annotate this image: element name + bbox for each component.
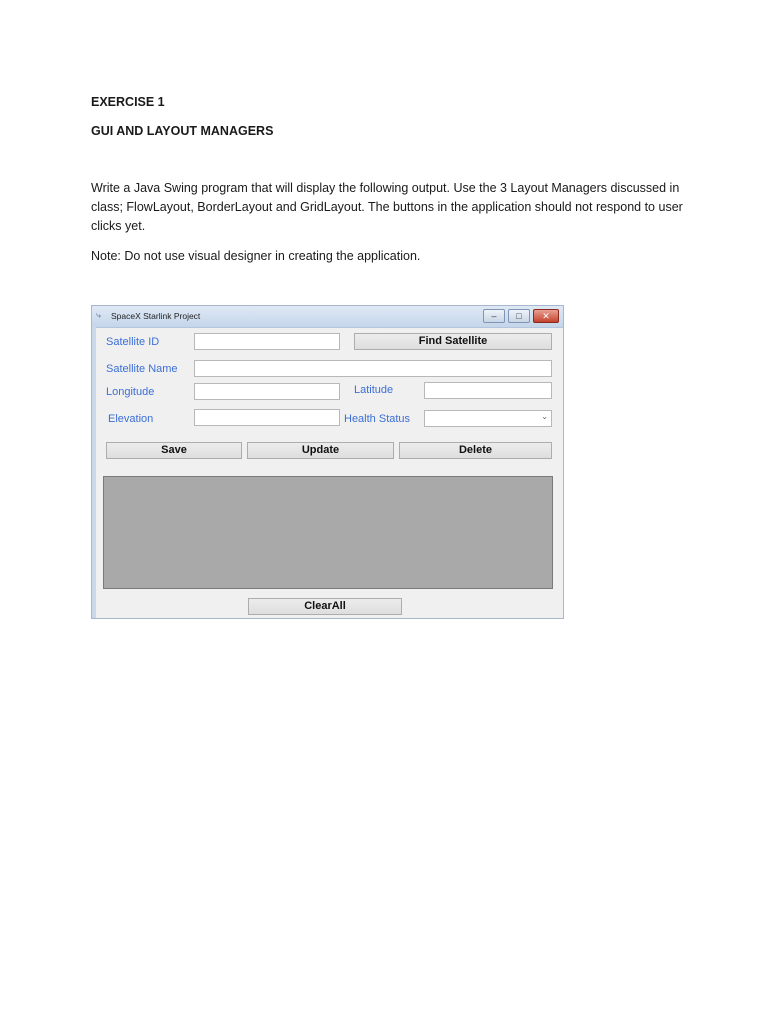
window-left-edge [92, 327, 96, 618]
java-icon: ⤷ [96, 310, 102, 320]
app-window-screenshot [91, 305, 564, 619]
elevation-label: Elevation [108, 413, 154, 425]
latitude-label: Latitude [354, 384, 394, 396]
maximize-button[interactable] [508, 309, 530, 323]
minimize-button[interactable] [483, 309, 505, 323]
window-title: SpaceX Starlink Project [111, 311, 201, 321]
instructions-paragraph: Write a Java Swing program that will display the following output. Use the 3 Layout Managers discussed in class; FlowLayout, BorderLayout and GridLayout. The buttons in the application should not respond to user clicks yet. [91, 181, 683, 233]
output-area[interactable] [103, 476, 553, 589]
maximize-icon: □ [516, 311, 522, 321]
close-button[interactable] [533, 309, 559, 323]
save-button[interactable]: Save [106, 442, 242, 459]
satellite-id-input[interactable] [194, 333, 340, 350]
note-paragraph: Note: Do not use visual designer in creating the application. [91, 249, 421, 263]
satellite-id-label: Satellite ID [106, 336, 160, 348]
delete-button[interactable]: Delete [399, 442, 552, 459]
elevation-input[interactable] [194, 409, 340, 426]
topic-heading: GUI AND LAYOUT MANAGERS [91, 124, 274, 138]
satellite-name-label: Satellite Name [106, 363, 178, 375]
chevron-down-icon: ⌄ [541, 412, 548, 421]
clear-all-button[interactable]: ClearAll [248, 598, 402, 615]
longitude-label: Longitude [106, 386, 155, 398]
health-status-label: Health Status [344, 413, 411, 425]
minimize-icon: – [491, 311, 497, 321]
update-button[interactable]: Update [247, 442, 394, 459]
longitude-input[interactable] [194, 383, 340, 400]
exercise-heading: EXERCISE 1 [91, 95, 165, 109]
latitude-input[interactable] [424, 382, 552, 399]
satellite-name-input[interactable] [194, 360, 552, 377]
find-satellite-button[interactable]: Find Satellite [354, 333, 552, 350]
close-icon: ✕ [542, 311, 550, 321]
health-status-select[interactable] [424, 410, 552, 427]
window-titlebar [92, 306, 563, 328]
